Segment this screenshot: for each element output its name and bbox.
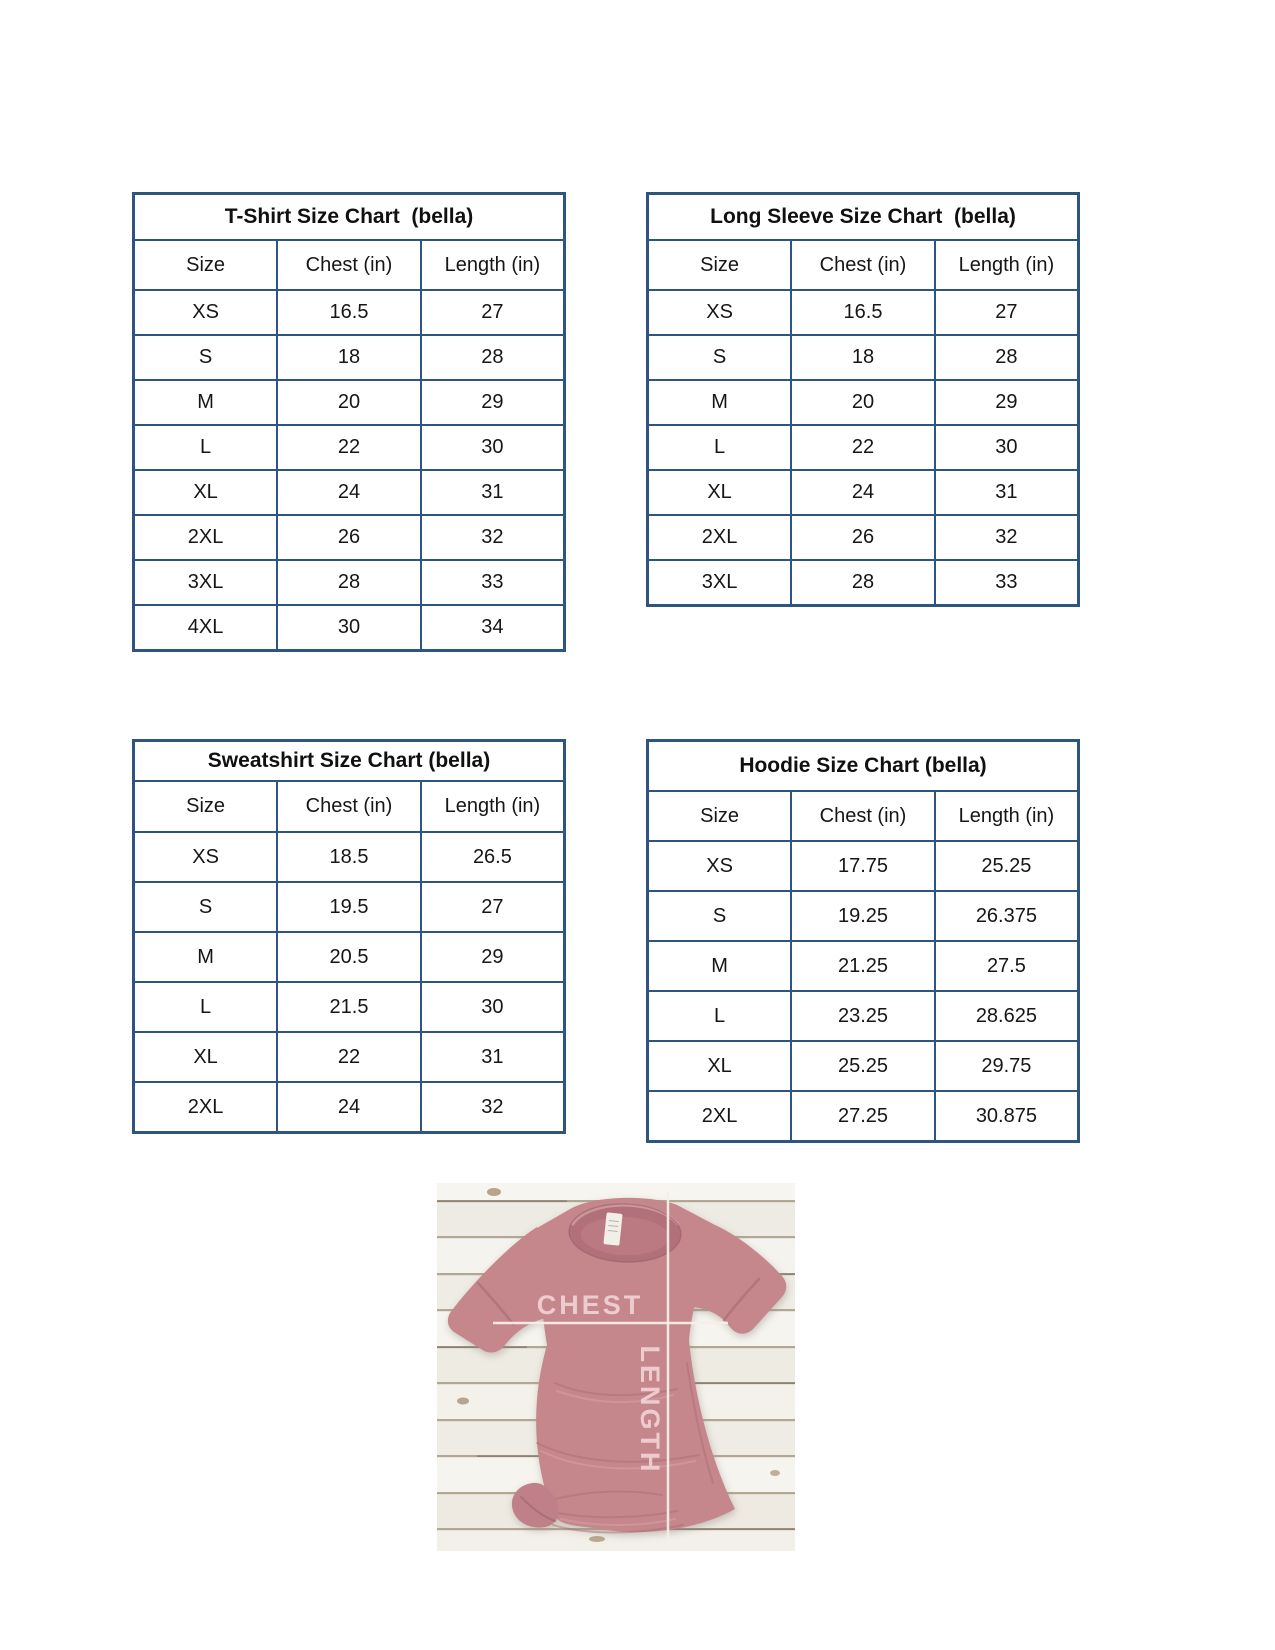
column-header-length: Length (in) (421, 781, 565, 832)
size-cell: M (134, 380, 278, 425)
size-row (134, 832, 565, 882)
size-cell: XS (648, 290, 792, 335)
table-title-row (134, 741, 565, 782)
size-cell: 2XL (134, 1082, 278, 1133)
chest-value-cell: 18 (277, 335, 421, 380)
table-title-row (648, 194, 1079, 241)
tshirt-size-table (132, 192, 566, 652)
chest-value-cell: 25.25 (791, 1041, 935, 1091)
column-header-length: Length (in) (935, 240, 1079, 290)
length-value-cell: 33 (421, 560, 565, 605)
size-cell: L (134, 425, 278, 470)
table-title-row (648, 741, 1079, 792)
length-value-cell: 28 (421, 335, 565, 380)
chest-value-cell: 23.25 (791, 991, 935, 1041)
size-row (134, 290, 565, 335)
size-cell: S (134, 882, 278, 932)
length-value-cell: 31 (421, 1032, 565, 1082)
chest-value-cell: 18.5 (277, 832, 421, 882)
size-row (134, 425, 565, 470)
length-value-cell: 31 (935, 470, 1079, 515)
tshirt-table-title: T-Shirt Size Chart (bella) (134, 194, 565, 241)
size-cell: 3XL (648, 560, 792, 606)
size-cell: 2XL (648, 515, 792, 560)
size-cell: L (134, 982, 278, 1032)
chest-value-cell: 18 (791, 335, 935, 380)
length-value-cell: 29.75 (935, 1041, 1079, 1091)
chest-value-cell: 20 (277, 380, 421, 425)
size-row (648, 941, 1079, 991)
column-header-size: Size (648, 240, 792, 290)
table-header-row (134, 240, 565, 290)
chest-value-cell: 21.25 (791, 941, 935, 991)
size-row (134, 605, 565, 651)
length-value-cell: 32 (935, 515, 1079, 560)
length-value-cell: 27 (421, 882, 565, 932)
size-cell: XS (134, 290, 278, 335)
size-cell: XS (134, 832, 278, 882)
size-cell: L (648, 991, 792, 1041)
chest-value-cell: 22 (277, 1032, 421, 1082)
size-row (134, 380, 565, 425)
length-value-cell: 34 (421, 605, 565, 651)
size-row (648, 470, 1079, 515)
size-row (134, 932, 565, 982)
chest-value-cell: 24 (791, 470, 935, 515)
chest-value-cell: 22 (277, 425, 421, 470)
length-value-cell: 30 (935, 425, 1079, 470)
size-cell: M (134, 932, 278, 982)
chest-value-cell: 19.25 (791, 891, 935, 941)
length-value-cell: 32 (421, 1082, 565, 1133)
size-cell: XL (648, 470, 792, 515)
length-value-cell: 33 (935, 560, 1079, 606)
size-row (134, 335, 565, 380)
size-row (134, 470, 565, 515)
size-row (134, 560, 565, 605)
size-cell: 2XL (134, 515, 278, 560)
length-value-cell: 29 (421, 380, 565, 425)
column-header-chest: Chest (in) (277, 781, 421, 832)
column-header-length: Length (in) (421, 240, 565, 290)
length-value-cell: 27 (421, 290, 565, 335)
hoodie-table-title: Hoodie Size Chart (bella) (648, 741, 1079, 792)
size-row (134, 1082, 565, 1133)
length-value-cell: 29 (935, 380, 1079, 425)
chest-value-cell: 19.5 (277, 882, 421, 932)
column-header-chest: Chest (in) (791, 791, 935, 841)
size-row (648, 891, 1079, 941)
size-row (648, 335, 1079, 380)
size-row (648, 290, 1079, 335)
size-cell: M (648, 380, 792, 425)
column-header-size: Size (134, 240, 278, 290)
chest-value-cell: 22 (791, 425, 935, 470)
size-cell: 4XL (134, 605, 278, 651)
long-sleeve-table-title: Long Sleeve Size Chart (bella) (648, 194, 1079, 241)
size-row (648, 991, 1079, 1041)
neck-label-graphic (603, 1212, 622, 1245)
size-cell: XL (648, 1041, 792, 1091)
column-header-size: Size (648, 791, 792, 841)
sweatshirt-size-table (132, 739, 566, 1134)
length-label: LENGTH (635, 1345, 665, 1475)
chest-value-cell: 16.5 (277, 290, 421, 335)
size-row (134, 882, 565, 932)
chest-value-cell: 27.25 (791, 1091, 935, 1142)
hoodie-size-table (646, 739, 1080, 1143)
chest-value-cell: 21.5 (277, 982, 421, 1032)
size-cell: XS (648, 841, 792, 891)
size-row (648, 515, 1079, 560)
tshirt-measurement-photo (437, 1183, 795, 1551)
column-header-chest: Chest (in) (277, 240, 421, 290)
size-cell: M (648, 941, 792, 991)
length-value-cell: 31 (421, 470, 565, 515)
size-row (648, 1091, 1079, 1142)
size-cell: 3XL (134, 560, 278, 605)
table-header-row (648, 791, 1079, 841)
length-value-cell: 28.625 (935, 991, 1079, 1041)
size-cell: XL (134, 1032, 278, 1082)
sweatshirt-table-title: Sweatshirt Size Chart (bella) (134, 741, 565, 782)
length-value-cell: 30.875 (935, 1091, 1079, 1142)
chest-label: CHEST (536, 1290, 644, 1320)
chest-value-cell: 30 (277, 605, 421, 651)
chest-value-cell: 24 (277, 1082, 421, 1133)
size-cell: XL (134, 470, 278, 515)
length-value-cell: 30 (421, 982, 565, 1032)
table-header-row (648, 240, 1079, 290)
chest-value-cell: 16.5 (791, 290, 935, 335)
column-header-length: Length (in) (935, 791, 1079, 841)
length-value-cell: 29 (421, 932, 565, 982)
chest-value-cell: 28 (277, 560, 421, 605)
size-row (134, 515, 565, 560)
hoodie-table (646, 739, 1080, 1143)
length-value-cell: 27 (935, 290, 1079, 335)
chest-value-cell: 26 (277, 515, 421, 560)
size-cell: L (648, 425, 792, 470)
sweatshirt-table (132, 739, 566, 1134)
column-header-chest: Chest (in) (791, 240, 935, 290)
long-sleeve-size-table (646, 192, 1080, 607)
size-cell: 2XL (648, 1091, 792, 1142)
table-header-row (134, 781, 565, 832)
tshirt-table (132, 192, 566, 652)
table-title-row (134, 194, 565, 241)
length-value-cell: 28 (935, 335, 1079, 380)
chest-value-cell: 26 (791, 515, 935, 560)
length-value-cell: 32 (421, 515, 565, 560)
chest-value-cell: 28 (791, 560, 935, 606)
column-header-size: Size (134, 781, 278, 832)
size-row (648, 425, 1079, 470)
size-cell: S (648, 335, 792, 380)
size-cell: S (648, 891, 792, 941)
size-cell: S (134, 335, 278, 380)
size-row (648, 560, 1079, 606)
length-value-cell: 26.375 (935, 891, 1079, 941)
long-sleeve-table (646, 192, 1080, 607)
chest-value-cell: 20 (791, 380, 935, 425)
chest-value-cell: 24 (277, 470, 421, 515)
size-row (134, 1032, 565, 1082)
size-row (648, 1041, 1079, 1091)
chest-value-cell: 20.5 (277, 932, 421, 982)
tshirt-photo-graphic (437, 1183, 795, 1551)
length-value-cell: 26.5 (421, 832, 565, 882)
size-row (648, 841, 1079, 891)
chest-value-cell: 17.75 (791, 841, 935, 891)
length-value-cell: 27.5 (935, 941, 1079, 991)
length-value-cell: 30 (421, 425, 565, 470)
length-value-cell: 25.25 (935, 841, 1079, 891)
size-row (648, 380, 1079, 425)
size-row (134, 982, 565, 1032)
